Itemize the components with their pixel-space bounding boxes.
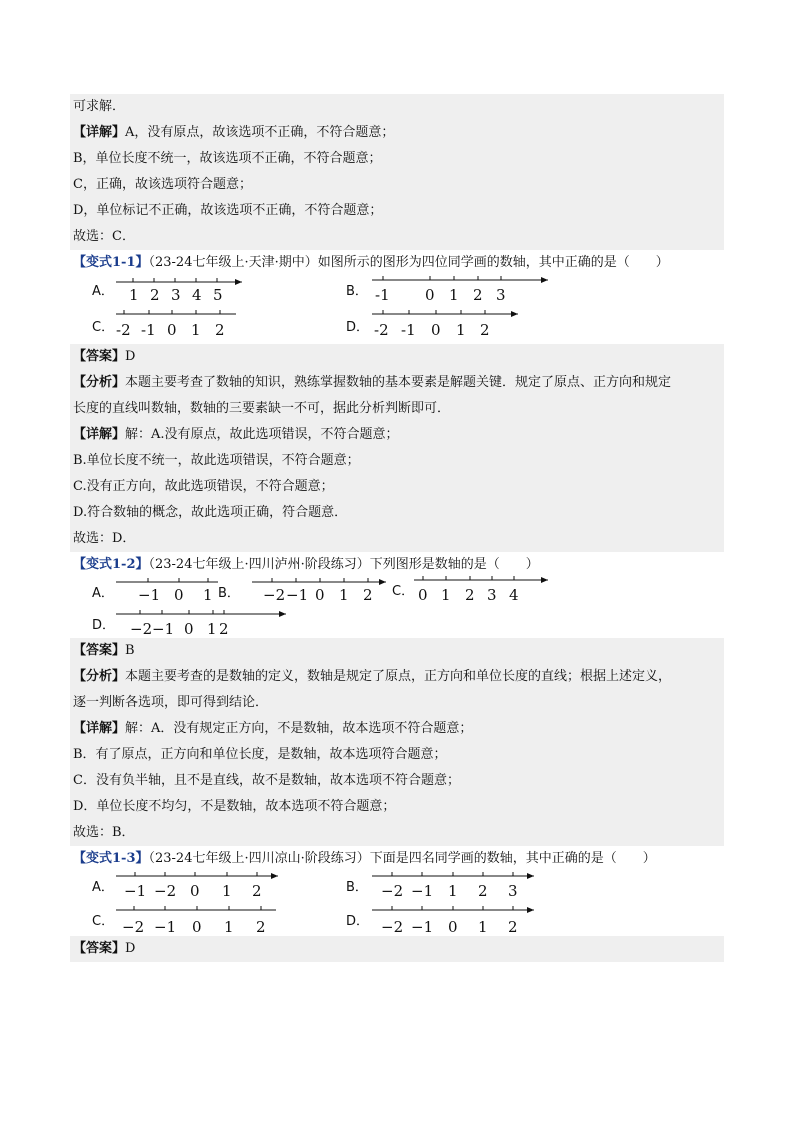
text: 本题主要考查了数轴的知识，熟练掌握数轴的基本要素是解题关键．规定了原点、正方向和规定 xyxy=(125,375,672,390)
options-figure xyxy=(70,872,724,942)
tick-label: 1 xyxy=(222,882,232,898)
tick-label: 2 xyxy=(150,286,160,304)
number-line-b xyxy=(250,576,390,606)
document-page xyxy=(70,94,724,962)
tick-label: 2 xyxy=(256,918,266,936)
text: B．有了原点，正方向和单位长度，是数轴，故本选项符合题意； xyxy=(73,747,447,762)
tick-label: 3 xyxy=(496,286,506,304)
answer-value: D xyxy=(125,349,136,364)
tick-label: 1 xyxy=(449,286,459,304)
number-line-c xyxy=(114,902,284,936)
tick-label: 0 xyxy=(174,586,184,604)
answer-tag: 【答案】 xyxy=(73,941,126,956)
tick-label: 0 xyxy=(418,586,428,604)
detail-tag: 【详解】 xyxy=(73,125,126,140)
arrow-head xyxy=(527,873,534,879)
tick-label: -1 xyxy=(141,321,156,339)
arrow-head xyxy=(379,579,386,585)
option-label-c: C． xyxy=(92,320,115,335)
tick-label: −1 xyxy=(154,918,177,936)
tick-label: 2 xyxy=(215,321,225,339)
arrow-head xyxy=(235,279,242,285)
option-label-a: A． xyxy=(92,586,114,601)
tick-label: 2 xyxy=(480,321,490,339)
options-figure xyxy=(70,578,724,646)
tick-label: 1 xyxy=(448,882,458,898)
detail-tag: 【详解】 xyxy=(73,427,126,442)
text-line xyxy=(70,820,724,846)
arrow-head xyxy=(511,311,518,317)
text-line xyxy=(70,396,724,422)
number-line-d xyxy=(370,902,540,936)
text: 逐一判断各选项，即可得到结论． xyxy=(73,695,269,710)
tick-label: −1 xyxy=(152,620,175,638)
tick-label: 0 xyxy=(315,586,325,604)
tick-label: 3 xyxy=(508,882,518,898)
tick-label: 1 xyxy=(224,918,234,936)
tick-label: 2 xyxy=(252,882,262,898)
tick-label: -1 xyxy=(375,286,390,304)
tick-label: 0 xyxy=(448,918,458,936)
question-line xyxy=(70,552,724,578)
tick-label: −1 xyxy=(411,882,434,898)
text: 解：A．没有规定正方向，不是数轴，故本选项不符合题意； xyxy=(125,721,473,736)
text-line xyxy=(70,526,724,552)
arrow-head xyxy=(541,577,548,583)
text: 故选：D． xyxy=(73,531,136,546)
text-line xyxy=(70,474,724,500)
number-line-c xyxy=(114,308,244,344)
tick-label: 4 xyxy=(192,286,202,304)
text-line xyxy=(70,224,724,250)
tick-label: 1 xyxy=(129,286,139,304)
analysis-tag: 【分析】 xyxy=(73,669,126,684)
option-label-a: A． xyxy=(92,880,114,895)
option-label-d: D． xyxy=(92,618,116,633)
answer-tag: 【答案】 xyxy=(73,349,126,364)
number-line-b xyxy=(370,270,550,306)
number-line-a xyxy=(114,868,284,898)
question-text: （23-24七年级上·四川凉山·阶段练习）下面是四名同学画的数轴，其中正确的是（ ） xyxy=(148,851,656,866)
variant-tag: 【变式1-1】 xyxy=(73,255,149,270)
tick-label: −2 xyxy=(381,882,404,898)
text-line xyxy=(70,146,724,172)
option-label-c: C． xyxy=(392,584,415,599)
tick-label: 3 xyxy=(487,586,497,604)
text: C.没有正方向，故此选项错误，不符合题意； xyxy=(73,479,334,494)
number-line-a xyxy=(114,576,224,606)
tick-label: 1 xyxy=(441,586,451,604)
option-label-a: A． xyxy=(92,284,114,299)
tick-label: 0 xyxy=(425,286,435,304)
option-label-b: B． xyxy=(218,586,240,601)
tick-label: -2 xyxy=(374,321,389,339)
number-line-a xyxy=(114,276,244,306)
tick-label: −2 xyxy=(381,918,404,936)
number-line-c xyxy=(412,570,552,606)
text: 故选：B． xyxy=(73,825,135,840)
tick-label: −1 xyxy=(124,882,147,898)
text-line xyxy=(70,94,724,120)
tick-label: 0 xyxy=(190,882,200,898)
text: D，单位标记不正确，故该选项不正确，不符合题意； xyxy=(73,203,383,218)
tick-label: 2 xyxy=(473,286,483,304)
tick-label: 2 xyxy=(465,586,475,604)
tick-label: 0 xyxy=(431,321,441,339)
text-line xyxy=(70,172,724,198)
answer-value: D xyxy=(125,941,136,956)
tick-label: −1 xyxy=(138,586,161,604)
tick-label: 0 xyxy=(167,321,177,339)
question-text: （23-24七年级上·四川泸州·阶段练习）下列图形是数轴的是（ ） xyxy=(148,557,539,572)
number-line-d xyxy=(114,608,290,642)
text: 故选：C． xyxy=(73,229,135,244)
detail-line xyxy=(70,120,724,146)
arrow-head xyxy=(279,611,286,617)
text: 本题主要考查的是数轴的定义，数轴是规定了原点，正方向和单位长度的直线；根据上述定义， xyxy=(125,669,672,684)
tick-label: 0 xyxy=(184,620,194,638)
variant-tag: 【变式1-3】 xyxy=(73,851,149,866)
text: D．单位长度不均匀，不是数轴，故本选项不符合题意； xyxy=(73,799,396,814)
option-label-b: B． xyxy=(346,880,368,895)
text-line xyxy=(70,794,724,820)
text: C．没有负半轴，且不是直线，故不是数轴，故本选项不符合题意； xyxy=(73,773,460,788)
arrow-head xyxy=(271,873,278,879)
detail-line xyxy=(70,716,724,742)
analysis-tag: 【分析】 xyxy=(73,375,126,390)
tick-label: −2 xyxy=(263,586,286,604)
option-label-d: D． xyxy=(346,320,370,335)
option-label-b: B． xyxy=(346,284,368,299)
tick-label: 4 xyxy=(509,586,519,604)
tick-label: 5 xyxy=(213,286,223,304)
tick-label: 1 xyxy=(339,586,349,604)
tick-label: −2 xyxy=(122,918,145,936)
text-line xyxy=(70,448,724,474)
answer-tag: 【答案】 xyxy=(73,643,126,658)
tick-label: 1 xyxy=(191,321,201,339)
text: C，正确，故该选项符合题意； xyxy=(73,177,252,192)
tick-label: 0 xyxy=(192,918,202,936)
tick-label: -2 xyxy=(116,321,131,339)
text-line xyxy=(70,500,724,526)
text: B.单位长度不统一，故此选项错误，不符合题意； xyxy=(73,453,360,468)
number-line-d xyxy=(370,308,520,344)
text-line xyxy=(70,742,724,768)
tick-label: 1 xyxy=(203,586,213,604)
detail-line xyxy=(70,422,724,448)
text-line xyxy=(70,198,724,224)
text: 解：A.没有原点，故此选项错误，不符合题意； xyxy=(125,427,399,442)
text: 可求解． xyxy=(73,99,126,114)
text: 长度的直线叫数轴，数轴的三要素缺一不可，据此分析判断即可． xyxy=(73,401,451,416)
tick-label: 1 xyxy=(207,620,217,638)
tick-label: -1 xyxy=(401,321,416,339)
text: D.符合数轴的概念，故此选项正确，符合题意． xyxy=(73,505,348,520)
option-label-d: D． xyxy=(346,914,370,929)
number-line-b xyxy=(370,868,540,898)
tick-label: −2 xyxy=(130,620,153,638)
tick-label: 1 xyxy=(478,918,488,936)
text-line xyxy=(70,690,724,716)
text-line xyxy=(70,768,724,794)
answer-value: B xyxy=(125,643,135,658)
tick-label: 2 xyxy=(508,918,518,936)
tick-label: −2 xyxy=(154,882,177,898)
question-text: （23-24七年级上·天津·期中）如图所示的图形为四位同学画的数轴，其中正确的是（ ） xyxy=(148,255,669,270)
arrow-head xyxy=(541,277,548,283)
text: B，单位长度不统一，故该选项不正确，不符合题意； xyxy=(73,151,382,166)
tick-label: 2 xyxy=(478,882,488,898)
variant-tag: 【变式1-2】 xyxy=(73,557,149,572)
tick-label: −1 xyxy=(286,586,309,604)
tick-label: 3 xyxy=(171,286,181,304)
option-label-c: C． xyxy=(92,914,115,929)
tick-label: −1 xyxy=(411,918,434,936)
tick-label: 2 xyxy=(219,620,229,638)
text: A，没有原点，故该选项不正确，不符合题意； xyxy=(125,125,395,140)
detail-tag: 【详解】 xyxy=(73,721,126,736)
tick-label: 2 xyxy=(363,586,373,604)
tick-label: 1 xyxy=(456,321,466,339)
options-figure xyxy=(70,276,724,354)
analysis-line xyxy=(70,370,724,396)
arrow-head xyxy=(527,907,534,913)
analysis-line xyxy=(70,664,724,690)
